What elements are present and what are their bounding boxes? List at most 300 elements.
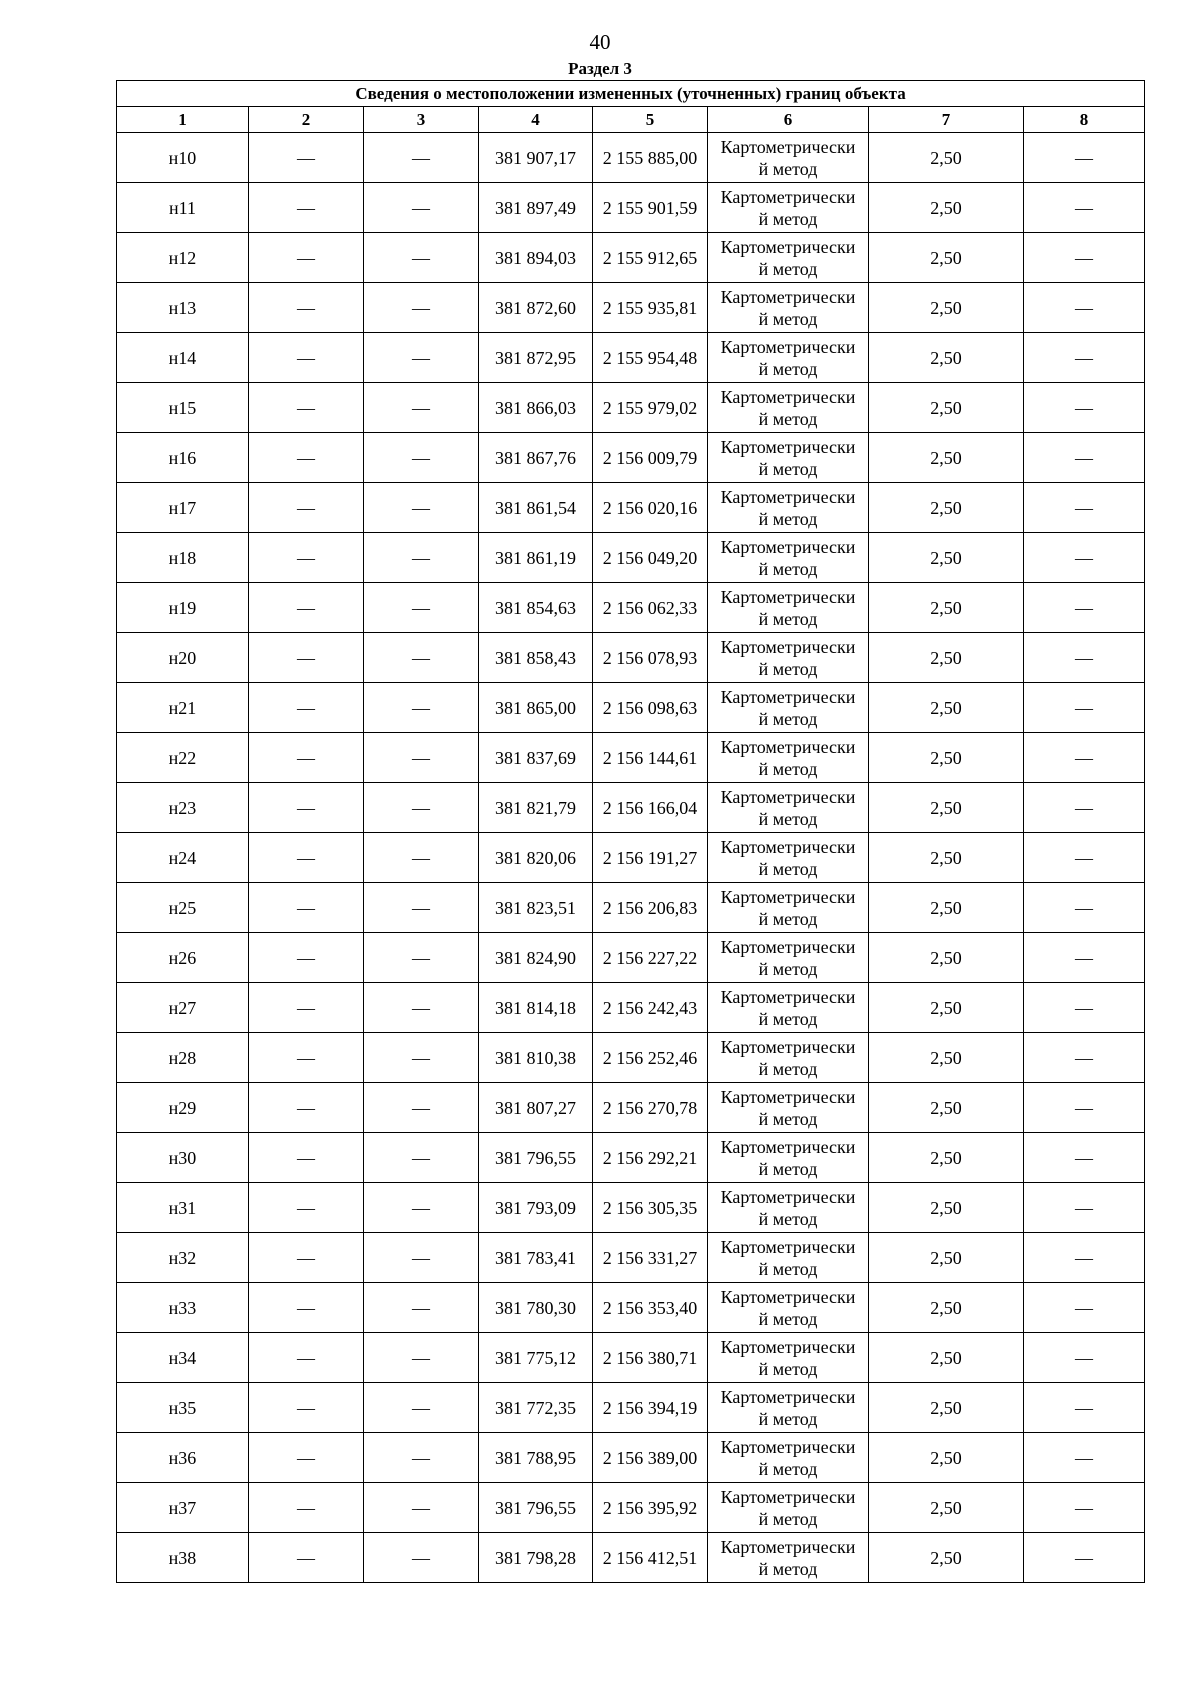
y-coordinate: 2 156 009,79 bbox=[593, 433, 708, 483]
col-2-value: — bbox=[249, 133, 364, 183]
method bbox=[708, 683, 869, 733]
method-line-2: й метод bbox=[758, 1058, 818, 1079]
table-row bbox=[117, 1333, 1145, 1383]
table-header-row bbox=[117, 107, 1145, 133]
method bbox=[708, 983, 869, 1033]
accuracy-value: 2,50 bbox=[869, 183, 1024, 233]
method-line-1: Картометрически bbox=[720, 586, 856, 607]
table-row bbox=[117, 383, 1145, 433]
point-number: н15 bbox=[117, 383, 249, 433]
x-coordinate: 381 814,18 bbox=[479, 983, 593, 1033]
y-coordinate: 2 155 935,81 bbox=[593, 283, 708, 333]
column-header: 4 bbox=[479, 107, 593, 133]
col-8-value: — bbox=[1024, 183, 1145, 233]
method-line-2: й метод bbox=[758, 1408, 818, 1429]
table-row bbox=[117, 1383, 1145, 1433]
x-coordinate: 381 772,35 bbox=[479, 1383, 593, 1433]
table-row bbox=[117, 1483, 1145, 1533]
table-row bbox=[117, 483, 1145, 533]
table-row bbox=[117, 633, 1145, 683]
accuracy-value: 2,50 bbox=[869, 633, 1024, 683]
method-line-1: Картометрически bbox=[720, 1386, 856, 1407]
col-2-value: — bbox=[249, 833, 364, 883]
y-coordinate: 2 156 078,93 bbox=[593, 633, 708, 683]
col-2-value: — bbox=[249, 533, 364, 583]
method bbox=[708, 1333, 869, 1383]
point-number: н12 bbox=[117, 233, 249, 283]
accuracy-value: 2,50 bbox=[869, 933, 1024, 983]
accuracy-value: 2,50 bbox=[869, 333, 1024, 383]
col-2-value: — bbox=[249, 1133, 364, 1183]
method-line-2: й метод bbox=[758, 1308, 818, 1329]
table-row bbox=[117, 933, 1145, 983]
col-3-value: — bbox=[364, 1233, 479, 1283]
point-number: н11 bbox=[117, 183, 249, 233]
point-number: н33 bbox=[117, 1283, 249, 1333]
y-coordinate: 2 156 242,43 bbox=[593, 983, 708, 1033]
col-8-value: — bbox=[1024, 1383, 1145, 1433]
y-coordinate: 2 156 305,35 bbox=[593, 1183, 708, 1233]
method bbox=[708, 233, 869, 283]
y-coordinate: 2 155 885,00 bbox=[593, 133, 708, 183]
y-coordinate: 2 156 049,20 bbox=[593, 533, 708, 583]
col-8-value: — bbox=[1024, 683, 1145, 733]
col-3-value: — bbox=[364, 983, 479, 1033]
x-coordinate: 381 823,51 bbox=[479, 883, 593, 933]
method bbox=[708, 1483, 869, 1533]
method-line-1: Картометрически bbox=[720, 1236, 856, 1257]
method-line-2: й метод bbox=[758, 408, 818, 429]
column-header: 1 bbox=[117, 107, 249, 133]
x-coordinate: 381 861,19 bbox=[479, 533, 593, 583]
table-row bbox=[117, 283, 1145, 333]
point-number: н37 bbox=[117, 1483, 249, 1533]
accuracy-value: 2,50 bbox=[869, 1083, 1024, 1133]
col-2-value: — bbox=[249, 1333, 364, 1383]
col-8-value: — bbox=[1024, 833, 1145, 883]
method-line-2: й метод bbox=[758, 858, 818, 879]
col-8-value: — bbox=[1024, 1083, 1145, 1133]
table-row bbox=[117, 433, 1145, 483]
method-line-1: Картометрически bbox=[720, 536, 856, 557]
method bbox=[708, 583, 869, 633]
col-8-value: — bbox=[1024, 433, 1145, 483]
method-line-2: й метод bbox=[758, 1258, 818, 1279]
col-3-value: — bbox=[364, 583, 479, 633]
point-number: н28 bbox=[117, 1033, 249, 1083]
x-coordinate: 381 866,03 bbox=[479, 383, 593, 433]
method-line-1: Картометрически bbox=[720, 636, 856, 657]
col-3-value: — bbox=[364, 1033, 479, 1083]
col-2-value: — bbox=[249, 1383, 364, 1433]
x-coordinate: 381 775,12 bbox=[479, 1333, 593, 1383]
method-line-2: й метод bbox=[758, 1558, 818, 1579]
accuracy-value: 2,50 bbox=[869, 1383, 1024, 1433]
y-coordinate: 2 156 252,46 bbox=[593, 1033, 708, 1083]
table-row bbox=[117, 1433, 1145, 1483]
x-coordinate: 381 810,38 bbox=[479, 1033, 593, 1083]
col-3-value: — bbox=[364, 533, 479, 583]
y-coordinate: 2 155 901,59 bbox=[593, 183, 708, 233]
col-8-value: — bbox=[1024, 483, 1145, 533]
x-coordinate: 381 872,60 bbox=[479, 283, 593, 333]
x-coordinate: 381 837,69 bbox=[479, 733, 593, 783]
method-line-2: й метод bbox=[758, 208, 818, 229]
method bbox=[708, 183, 869, 233]
accuracy-value: 2,50 bbox=[869, 783, 1024, 833]
y-coordinate: 2 156 331,27 bbox=[593, 1233, 708, 1283]
col-2-value: — bbox=[249, 333, 364, 383]
method-line-1: Картометрически bbox=[720, 1036, 856, 1057]
x-coordinate: 381 858,43 bbox=[479, 633, 593, 683]
point-number: н27 bbox=[117, 983, 249, 1033]
point-number: н29 bbox=[117, 1083, 249, 1133]
col-3-value: — bbox=[364, 483, 479, 533]
method-line-1: Картометрически bbox=[720, 1286, 856, 1307]
col-8-value: — bbox=[1024, 983, 1145, 1033]
point-number: н23 bbox=[117, 783, 249, 833]
y-coordinate: 2 156 098,63 bbox=[593, 683, 708, 733]
point-number: н36 bbox=[117, 1433, 249, 1483]
method bbox=[708, 933, 869, 983]
table-row bbox=[117, 133, 1145, 183]
method-line-1: Картометрически bbox=[720, 686, 856, 707]
method bbox=[708, 633, 869, 683]
x-coordinate: 381 807,27 bbox=[479, 1083, 593, 1133]
table-row bbox=[117, 883, 1145, 933]
col-3-value: — bbox=[364, 1433, 479, 1483]
accuracy-value: 2,50 bbox=[869, 1233, 1024, 1283]
point-number: н20 bbox=[117, 633, 249, 683]
method-line-1: Картометрически bbox=[720, 186, 856, 207]
accuracy-value: 2,50 bbox=[869, 433, 1024, 483]
table-row bbox=[117, 1533, 1145, 1583]
accuracy-value: 2,50 bbox=[869, 583, 1024, 633]
method bbox=[708, 1033, 869, 1083]
column-header: 5 bbox=[593, 107, 708, 133]
col-2-value: — bbox=[249, 933, 364, 983]
accuracy-value: 2,50 bbox=[869, 283, 1024, 333]
method bbox=[708, 883, 869, 933]
col-2-value: — bbox=[249, 633, 364, 683]
table-row bbox=[117, 733, 1145, 783]
col-8-value: — bbox=[1024, 933, 1145, 983]
col-3-value: — bbox=[364, 1383, 479, 1433]
col-8-value: — bbox=[1024, 383, 1145, 433]
point-number: н26 bbox=[117, 933, 249, 983]
point-number: н10 bbox=[117, 133, 249, 183]
point-number: н34 bbox=[117, 1333, 249, 1383]
accuracy-value: 2,50 bbox=[869, 1033, 1024, 1083]
method-line-2: й метод bbox=[758, 1508, 818, 1529]
col-2-value: — bbox=[249, 683, 364, 733]
x-coordinate: 381 894,03 bbox=[479, 233, 593, 283]
col-3-value: — bbox=[364, 1483, 479, 1533]
x-coordinate: 381 820,06 bbox=[479, 833, 593, 883]
col-8-value: — bbox=[1024, 1333, 1145, 1383]
page-number: 40 bbox=[589, 30, 611, 54]
x-coordinate: 381 821,79 bbox=[479, 783, 593, 833]
table-row bbox=[117, 1033, 1145, 1083]
accuracy-value: 2,50 bbox=[869, 1283, 1024, 1333]
table-row bbox=[117, 533, 1145, 583]
method-line-1: Картометрически bbox=[720, 1536, 856, 1557]
method bbox=[708, 1433, 869, 1483]
point-number: н32 bbox=[117, 1233, 249, 1283]
y-coordinate: 2 156 395,92 bbox=[593, 1483, 708, 1533]
col-2-value: — bbox=[249, 1233, 364, 1283]
col-2-value: — bbox=[249, 883, 364, 933]
y-coordinate: 2 156 020,16 bbox=[593, 483, 708, 533]
col-2-value: — bbox=[249, 783, 364, 833]
method bbox=[708, 283, 869, 333]
method-line-1: Картометрически bbox=[720, 1186, 856, 1207]
method bbox=[708, 733, 869, 783]
y-coordinate: 2 156 270,78 bbox=[593, 1083, 708, 1133]
table-row bbox=[117, 233, 1145, 283]
col-8-value: — bbox=[1024, 1033, 1145, 1083]
col-8-value: — bbox=[1024, 133, 1145, 183]
table-row bbox=[117, 833, 1145, 883]
col-3-value: — bbox=[364, 933, 479, 983]
col-3-value: — bbox=[364, 833, 479, 883]
method-line-2: й метод bbox=[758, 1208, 818, 1229]
point-number: н35 bbox=[117, 1383, 249, 1433]
col-3-value: — bbox=[364, 1533, 479, 1583]
col-3-value: — bbox=[364, 383, 479, 433]
point-number: н22 bbox=[117, 733, 249, 783]
method-line-2: й метод bbox=[758, 958, 818, 979]
col-2-value: — bbox=[249, 483, 364, 533]
y-coordinate: 2 156 394,19 bbox=[593, 1383, 708, 1433]
x-coordinate: 381 865,00 bbox=[479, 683, 593, 733]
col-3-value: — bbox=[364, 783, 479, 833]
method-line-1: Картометрически bbox=[720, 1136, 856, 1157]
col-8-value: — bbox=[1024, 333, 1145, 383]
method bbox=[708, 433, 869, 483]
x-coordinate: 381 897,49 bbox=[479, 183, 593, 233]
method-line-2: й метод bbox=[758, 558, 818, 579]
col-8-value: — bbox=[1024, 1533, 1145, 1583]
y-coordinate: 2 156 227,22 bbox=[593, 933, 708, 983]
method-line-1: Картометрически bbox=[720, 836, 856, 857]
col-8-value: — bbox=[1024, 283, 1145, 333]
method-line-2: й метод bbox=[758, 458, 818, 479]
col-3-value: — bbox=[364, 283, 479, 333]
column-header: 7 bbox=[869, 107, 1024, 133]
point-number: н13 bbox=[117, 283, 249, 333]
col-8-value: — bbox=[1024, 1283, 1145, 1333]
method-line-2: й метод bbox=[758, 708, 818, 729]
x-coordinate: 381 788,95 bbox=[479, 1433, 593, 1483]
table-caption-row bbox=[117, 81, 1145, 107]
column-header: 3 bbox=[364, 107, 479, 133]
col-8-value: — bbox=[1024, 1233, 1145, 1283]
method bbox=[708, 783, 869, 833]
table-row bbox=[117, 983, 1145, 1033]
point-number: н18 bbox=[117, 533, 249, 583]
method bbox=[708, 483, 869, 533]
col-8-value: — bbox=[1024, 233, 1145, 283]
method-line-1: Картометрически bbox=[720, 936, 856, 957]
col-2-value: — bbox=[249, 433, 364, 483]
column-header: 8 bbox=[1024, 107, 1145, 133]
x-coordinate: 381 798,28 bbox=[479, 1533, 593, 1583]
accuracy-value: 2,50 bbox=[869, 383, 1024, 433]
point-number: н19 bbox=[117, 583, 249, 633]
col-2-value: — bbox=[249, 1033, 364, 1083]
method-line-1: Картометрически bbox=[720, 1436, 856, 1457]
col-8-value: — bbox=[1024, 533, 1145, 583]
col-8-value: — bbox=[1024, 1183, 1145, 1233]
method bbox=[708, 1533, 869, 1583]
method-line-1: Картометрически bbox=[720, 286, 856, 307]
method-line-1: Картометрически bbox=[720, 386, 856, 407]
point-number: н38 bbox=[117, 1533, 249, 1583]
x-coordinate: 381 867,76 bbox=[479, 433, 593, 483]
point-number: н21 bbox=[117, 683, 249, 733]
method-line-2: й метод bbox=[758, 508, 818, 529]
y-coordinate: 2 156 144,61 bbox=[593, 733, 708, 783]
method-line-1: Картометрически bbox=[720, 436, 856, 457]
method-line-2: й метод bbox=[758, 358, 818, 379]
col-2-value: — bbox=[249, 733, 364, 783]
accuracy-value: 2,50 bbox=[869, 1483, 1024, 1533]
x-coordinate: 381 907,17 bbox=[479, 133, 593, 183]
method-line-1: Картометрически bbox=[720, 1486, 856, 1507]
method bbox=[708, 1183, 869, 1233]
col-3-value: — bbox=[364, 1283, 479, 1333]
col-2-value: — bbox=[249, 1533, 364, 1583]
table-row bbox=[117, 1183, 1145, 1233]
col-3-value: — bbox=[364, 1133, 479, 1183]
table-row bbox=[117, 333, 1145, 383]
accuracy-value: 2,50 bbox=[869, 1133, 1024, 1183]
table-row bbox=[117, 683, 1145, 733]
col-8-value: — bbox=[1024, 1483, 1145, 1533]
method-line-1: Картометрически bbox=[720, 786, 856, 807]
method-line-1: Картометрически bbox=[720, 336, 856, 357]
point-number: н16 bbox=[117, 433, 249, 483]
col-2-value: — bbox=[249, 1283, 364, 1333]
method-line-2: й метод bbox=[758, 258, 818, 279]
col-2-value: — bbox=[249, 583, 364, 633]
col-8-value: — bbox=[1024, 883, 1145, 933]
accuracy-value: 2,50 bbox=[869, 833, 1024, 883]
accuracy-value: 2,50 bbox=[869, 533, 1024, 583]
accuracy-value: 2,50 bbox=[869, 483, 1024, 533]
method-line-2: й метод bbox=[758, 1158, 818, 1179]
method bbox=[708, 1083, 869, 1133]
x-coordinate: 381 783,41 bbox=[479, 1233, 593, 1283]
y-coordinate: 2 155 912,65 bbox=[593, 233, 708, 283]
y-coordinate: 2 156 062,33 bbox=[593, 583, 708, 633]
x-coordinate: 381 872,95 bbox=[479, 333, 593, 383]
method-line-1: Картометрически bbox=[720, 486, 856, 507]
section-title: Раздел 3 bbox=[568, 59, 632, 78]
x-coordinate: 381 796,55 bbox=[479, 1483, 593, 1533]
accuracy-value: 2,50 bbox=[869, 883, 1024, 933]
y-coordinate: 2 155 954,48 bbox=[593, 333, 708, 383]
col-8-value: — bbox=[1024, 733, 1145, 783]
method-line-2: й метод bbox=[758, 608, 818, 629]
accuracy-value: 2,50 bbox=[869, 1433, 1024, 1483]
col-8-value: — bbox=[1024, 633, 1145, 683]
method bbox=[708, 133, 869, 183]
col-2-value: — bbox=[249, 1083, 364, 1133]
col-8-value: — bbox=[1024, 1433, 1145, 1483]
method bbox=[708, 1383, 869, 1433]
x-coordinate: 381 861,54 bbox=[479, 483, 593, 533]
col-2-value: — bbox=[249, 283, 364, 333]
col-3-value: — bbox=[364, 683, 479, 733]
point-number: н25 bbox=[117, 883, 249, 933]
method-line-2: й метод bbox=[758, 808, 818, 829]
column-header: 2 bbox=[249, 107, 364, 133]
col-8-value: — bbox=[1024, 583, 1145, 633]
col-2-value: — bbox=[249, 1433, 364, 1483]
col-3-value: — bbox=[364, 333, 479, 383]
method-line-2: й метод bbox=[758, 1358, 818, 1379]
method-line-1: Картометрически bbox=[720, 136, 856, 157]
accuracy-value: 2,50 bbox=[869, 983, 1024, 1033]
col-8-value: — bbox=[1024, 783, 1145, 833]
method bbox=[708, 533, 869, 583]
col-2-value: — bbox=[249, 983, 364, 1033]
table-row bbox=[117, 1083, 1145, 1133]
col-3-value: — bbox=[364, 183, 479, 233]
col-2-value: — bbox=[249, 183, 364, 233]
accuracy-value: 2,50 bbox=[869, 683, 1024, 733]
col-2-value: — bbox=[249, 1483, 364, 1533]
col-3-value: — bbox=[364, 633, 479, 683]
col-3-value: — bbox=[364, 433, 479, 483]
col-3-value: — bbox=[364, 233, 479, 283]
method bbox=[708, 383, 869, 433]
col-3-value: — bbox=[364, 133, 479, 183]
col-3-value: — bbox=[364, 733, 479, 783]
col-2-value: — bbox=[249, 383, 364, 433]
table-caption: Сведения о местоположении измененных (уточненных) границ объекта bbox=[117, 81, 1145, 107]
method-line-2: й метод bbox=[758, 758, 818, 779]
accuracy-value: 2,50 bbox=[869, 233, 1024, 283]
y-coordinate: 2 156 292,21 bbox=[593, 1133, 708, 1183]
method-line-1: Картометрически bbox=[720, 986, 856, 1007]
accuracy-value: 2,50 bbox=[869, 733, 1024, 783]
col-2-value: — bbox=[249, 233, 364, 283]
method-line-2: й метод bbox=[758, 308, 818, 329]
method bbox=[708, 1233, 869, 1283]
y-coordinate: 2 155 979,02 bbox=[593, 383, 708, 433]
col-3-value: — bbox=[364, 883, 479, 933]
y-coordinate: 2 156 191,27 bbox=[593, 833, 708, 883]
table-row bbox=[117, 783, 1145, 833]
table-row bbox=[117, 1233, 1145, 1283]
boundary-coordinates-table bbox=[116, 80, 1145, 1583]
y-coordinate: 2 156 412,51 bbox=[593, 1533, 708, 1583]
accuracy-value: 2,50 bbox=[869, 1533, 1024, 1583]
method-line-2: й метод bbox=[758, 658, 818, 679]
accuracy-value: 2,50 bbox=[869, 133, 1024, 183]
x-coordinate: 381 793,09 bbox=[479, 1183, 593, 1233]
table-row bbox=[117, 583, 1145, 633]
y-coordinate: 2 156 353,40 bbox=[593, 1283, 708, 1333]
table-row bbox=[117, 1133, 1145, 1183]
table-row bbox=[117, 1283, 1145, 1333]
point-number: н31 bbox=[117, 1183, 249, 1233]
point-number: н17 bbox=[117, 483, 249, 533]
x-coordinate: 381 796,55 bbox=[479, 1133, 593, 1183]
